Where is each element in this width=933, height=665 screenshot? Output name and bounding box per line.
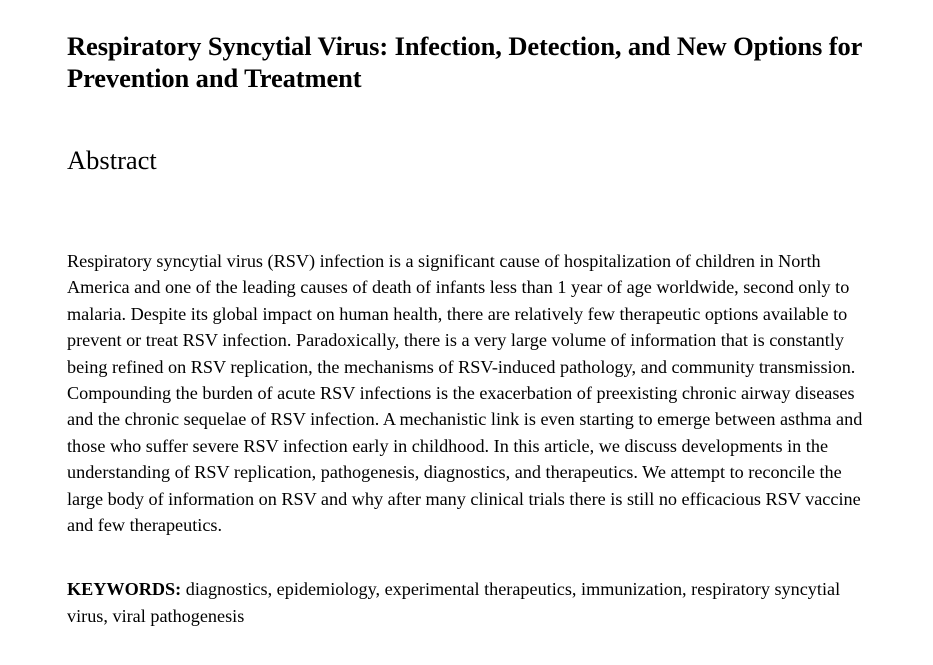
abstract-text: Respiratory syncytial virus (RSV) infection is a significant cause of hospitalization of children in North America and one of the leading causes of death of infants less than 1 year of age worldwide, second only to malaria. Despite its global impact on human health, there are relatively few therapeutic options available to prevent or treat RSV infection. Paradoxically, there is a very large volume of information that is constantly being refined on RSV replication, the mechanisms of RSV-induced pathology, and community transmission. Compounding the burden of acute RSV infections is the exacerbation of preexisting chronic airway diseases and the chronic sequelae of RSV infection. A mechanistic link is even starting to emerge between asthma and those who suffer severe RSV infection early in childhood. In this article, we discuss developments in the understanding of RSV replication, pathogenesis, diagnostics, and therapeutics. We attempt to reconcile the large body of information on RSV and why after many clinical trials there is still no efficacious RSV vaccine and few therapeutics.: [67, 251, 863, 536]
article-title: Respiratory Syncytial Virus: Infection, Detection, and New Options for Prevention and Treatment: [67, 31, 862, 93]
article-page: [67, 30, 867, 629]
keywords-list: diagnostics, epidemiology, experimental therapeutics, immunization, respiratory syncytial virus, viral pathogenesis: [67, 579, 841, 626]
keywords-paragraph: [67, 576, 867, 629]
keywords-label: KEYWORDS:: [67, 579, 182, 600]
abstract-heading: Abstract: [67, 145, 157, 175]
